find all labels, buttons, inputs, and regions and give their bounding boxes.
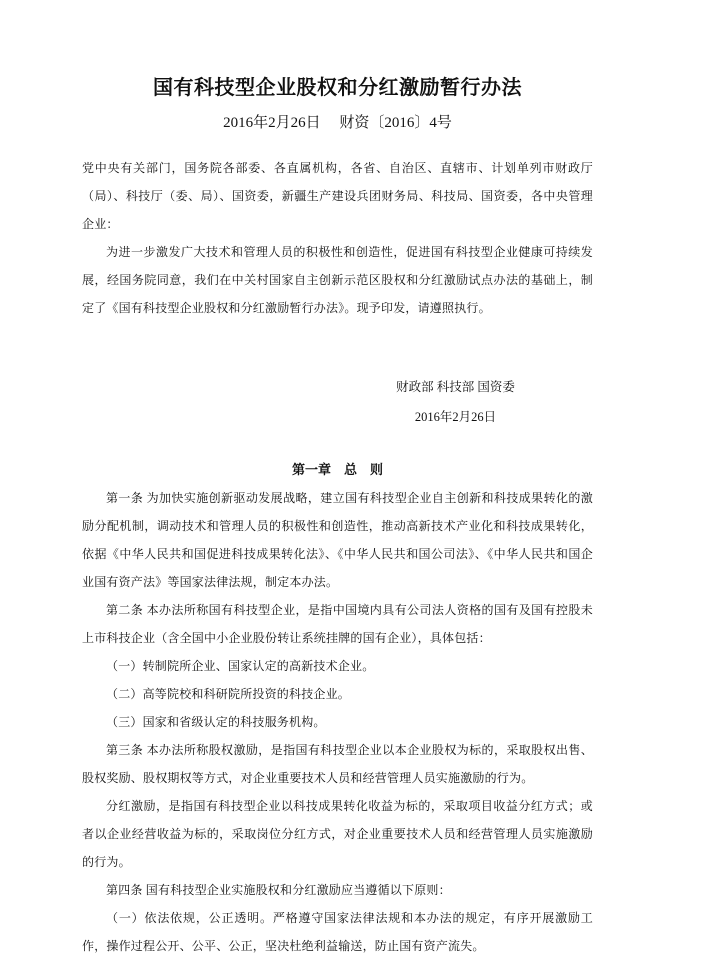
list-item-paragraph: （一）转制院所企业、国家认定的高新技术企业。 (106, 659, 375, 673)
article-paragraph: 第二条 本办法所称国有科技型企业，是指中国境内具有公司法人资格的国有及国有控股未上市科技企业（含全国中小企业股份转让系统挂牌的国有企业），具体包括： (82, 603, 593, 645)
article-paragraph: 第四条 国有科技型企业实施股权和分红激励应当遵循以下原则： (106, 883, 451, 897)
article-paragraph: 分红激励，是指国有科技型企业以科技成果转化收益为标的，采取项目收益分红方式；或者以企业经营收益为标的，采取岗位分红方式，对企业重要技术人员和经营管理人员实施激励的行为。 (82, 799, 593, 869)
list-item-paragraph: （二）高等院校和科研院所投资的科技企业。 (106, 687, 351, 701)
preamble-paragraph: 为进一步激发广大技术和管理人员的积极性和创造性，促进国有科技型企业健康可持续发展，经国务院同意，我们在中关村国家自主创新示范区股权和分红激励试点办法的基础上，制定了《国有科技型企业股权和分红激励暂行办法》。现予印发，请遵照执行。 (82, 245, 593, 315)
document-text (82, 154, 593, 960)
salutation-paragraph: 党中央有关部门，国务院各部委、各直属机构，各省、自治区、直辖市、计划单列市财政厅（局）、科技厅（委、局）、国资委，新疆生产建设兵团财务局、科技局、国资委，各中央管理企业： (82, 161, 593, 231)
signature-agencies: 财政部 科技部 国资委 (396, 380, 515, 394)
list-item-paragraph: （三）国家和省级认定的科技服务机构。 (106, 715, 326, 729)
document-dateline: 2016年2月26日 财资〔2016〕4号 (223, 115, 452, 131)
article-paragraph: 第一条 为加快实施创新驱动发展战略，建立国有科技型企业自主创新和科技成果转化的激励分配机制，调动技术和管理人员的积极性和创造性，推动高新技术产业化和科技成果转化，依据《中华人民共和国促进科技成果转化法》、《中华人民共和国公司法》、《中华人民共和国企业国有资产法》等国家法律法规，制定本办法。 (82, 491, 593, 589)
document-title: 国有科技型企业股权和分红激励暂行办法 (153, 77, 522, 99)
article-paragraph: 第三条 本办法所称股权激励，是指国有科技型企业以本企业股权为标的，采取股权出售、股权奖励、股权期权等方式，对企业重要技术人员和经营管理人员实施激励的行为。 (82, 743, 593, 785)
chapter-heading: 第一章 总 则 (291, 462, 383, 477)
signature-date: 2016年2月26日 (414, 410, 497, 424)
signature-block (200, 372, 711, 432)
list-item-paragraph: （一）依法依规，公正透明。严格遵守国家法律法规和本办法的规定，有序开展激励工作，操作过程公开、公平、公正，坚决杜绝利益输送，防止国有资产流失。 (82, 911, 593, 953)
